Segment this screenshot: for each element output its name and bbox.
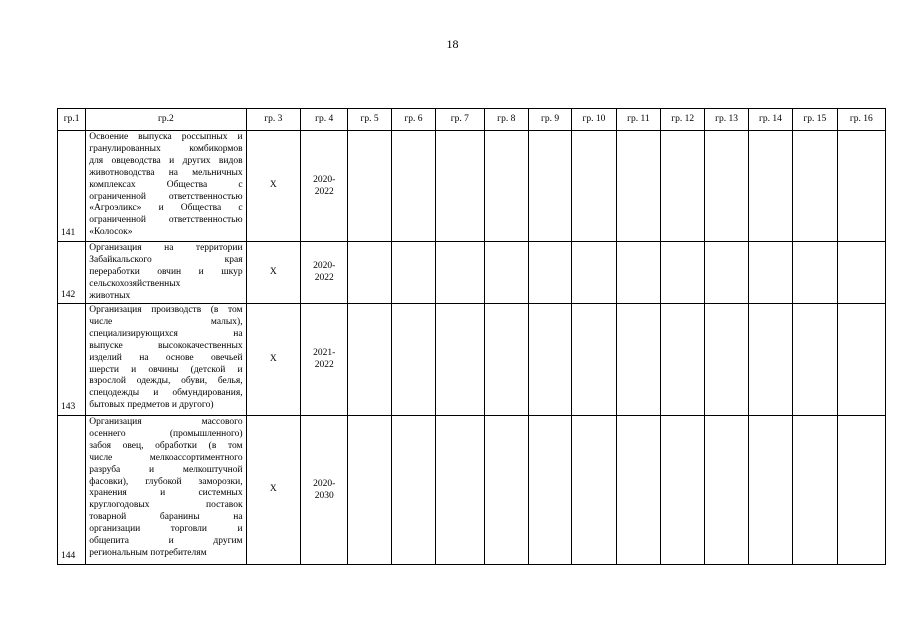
column-header: гр. 5	[348, 109, 391, 131]
empty-cell	[528, 242, 571, 304]
description-line: Освоение выпуска россыпных и	[89, 132, 243, 142]
description-line: осеннего (промышленного)	[89, 428, 243, 439]
description-line: взрослой одежды, обуви, белья,	[89, 376, 243, 387]
column-header: гр. 3	[246, 109, 300, 131]
empty-cell	[616, 304, 660, 416]
column-header: гр. 8	[484, 109, 528, 131]
row-number: 143	[58, 304, 86, 416]
description-line: Организация производств (в том	[89, 305, 243, 315]
empty-cell	[436, 416, 484, 565]
empty-cell	[837, 242, 885, 304]
description-line: круглогодовых поставок	[89, 500, 243, 511]
empty-cell	[748, 242, 792, 304]
empty-cell	[705, 304, 748, 416]
implementation-period	[301, 304, 348, 416]
empty-cell	[484, 304, 528, 416]
empty-cell	[705, 416, 748, 565]
description-line: ограниченной ответственностью	[89, 191, 243, 202]
activity-description	[86, 416, 246, 565]
empty-cell	[748, 131, 792, 242]
period-start: 2020-	[313, 478, 336, 489]
description-line: организации торговли и	[89, 524, 243, 535]
table-row	[58, 242, 886, 304]
column-header: гр. 9	[528, 109, 571, 131]
description-line: бытовых предметов и другого)	[89, 400, 214, 411]
activity-description	[86, 304, 246, 416]
description-line: «Колосок»	[89, 227, 133, 238]
description-line: сельскохозяйственных	[89, 278, 181, 289]
empty-cell	[616, 242, 660, 304]
empty-cell	[572, 131, 616, 242]
empty-cell	[436, 131, 484, 242]
column-header: гр. 7	[436, 109, 484, 131]
description-line: числе малых),	[89, 316, 243, 327]
empty-cell	[391, 242, 435, 304]
description-line: общепита и другим	[89, 536, 243, 547]
description-line: ограниченной ответственностью	[89, 215, 243, 226]
column-header: гр. 6	[391, 109, 435, 131]
empty-cell	[837, 416, 885, 565]
empty-cell	[348, 242, 391, 304]
description-line: специализирующихся на	[89, 328, 243, 339]
description-line: шерсти и овчины (детской и	[89, 364, 243, 375]
period-end: 2030	[314, 490, 334, 501]
table-row	[58, 131, 886, 242]
empty-cell	[572, 242, 616, 304]
empty-cell	[528, 131, 571, 242]
period-end: 2022	[314, 186, 334, 197]
empty-cell	[793, 242, 837, 304]
empty-cell	[837, 304, 885, 416]
description-line: Организация массового	[89, 417, 243, 427]
column-header: гр. 13	[705, 109, 748, 131]
table-body	[58, 131, 886, 565]
column-header: гр. 15	[793, 109, 837, 131]
column-header: гр. 10	[572, 109, 616, 131]
description-line: гранулированных комбикормов	[89, 143, 243, 154]
description-line: фасовки), глубокой заморозки,	[89, 476, 243, 487]
description-line: переработки овчин и шкур	[89, 266, 243, 277]
empty-cell	[661, 242, 705, 304]
description-line: разруба и мелкоштучной	[89, 464, 243, 475]
description-line: Организация на территории	[89, 243, 243, 253]
empty-cell	[748, 416, 792, 565]
header-row	[58, 109, 886, 131]
empty-cell	[528, 304, 571, 416]
description-line: для овцеводства и других видов	[89, 155, 243, 166]
empty-cell	[436, 304, 484, 416]
description-line: комплексах Общества с	[89, 179, 243, 190]
empty-cell	[484, 242, 528, 304]
empty-cell	[705, 242, 748, 304]
description-line: животноводства на мельничных	[89, 167, 243, 178]
column-header: гр.1	[58, 109, 86, 131]
period-start: 2020-	[313, 174, 336, 185]
empty-cell	[391, 304, 435, 416]
description-line: Забайкальского края	[89, 254, 243, 265]
period-end: 2022	[314, 360, 334, 370]
description-line: выпуске высококачественных	[89, 340, 243, 351]
group3-mark: Х	[246, 304, 300, 416]
period-start: 2020-	[313, 261, 336, 272]
empty-cell	[837, 131, 885, 242]
empty-cell	[793, 416, 837, 565]
empty-cell	[528, 416, 571, 565]
description-line: числе мелкоассортиментного	[89, 452, 243, 463]
column-header: гр. 11	[616, 109, 660, 131]
group3-mark: Х	[246, 131, 300, 242]
activity-description	[86, 242, 246, 304]
description-line: «Агроэликс» и Общества с	[89, 203, 243, 214]
table-row	[58, 304, 886, 416]
empty-cell	[348, 416, 391, 565]
data-table	[57, 108, 886, 565]
empty-cell	[391, 416, 435, 565]
empty-cell	[348, 304, 391, 416]
column-header: гр. 14	[748, 109, 792, 131]
description-line: товарной баранины на	[89, 512, 243, 523]
description-line: изделий на основе овечьей	[89, 352, 243, 363]
empty-cell	[616, 416, 660, 565]
row-number: 141	[58, 131, 86, 242]
column-header: гр. 16	[837, 109, 885, 131]
empty-cell	[705, 131, 748, 242]
description-line: хранения и системных	[89, 488, 243, 499]
empty-cell	[661, 304, 705, 416]
empty-cell	[616, 131, 660, 242]
row-number: 144	[58, 416, 86, 565]
empty-cell	[793, 304, 837, 416]
empty-cell	[793, 131, 837, 242]
empty-cell	[572, 304, 616, 416]
empty-cell	[661, 131, 705, 242]
implementation-period	[301, 242, 348, 304]
row-number: 142	[58, 242, 86, 304]
period-end: 2022	[314, 273, 334, 283]
description-line: забоя овец, обработки (в том	[89, 440, 243, 451]
group3-mark: Х	[246, 242, 300, 304]
empty-cell	[484, 416, 528, 565]
empty-cell	[484, 131, 528, 242]
implementation-period	[301, 416, 348, 565]
empty-cell	[436, 242, 484, 304]
empty-cell	[572, 416, 616, 565]
activity-description	[86, 131, 246, 242]
column-header: гр. 4	[301, 109, 348, 131]
description-line: спецодежды и обмундирования,	[89, 388, 243, 399]
period-start: 2021-	[313, 348, 336, 359]
column-header: гр. 12	[661, 109, 705, 131]
empty-cell	[748, 304, 792, 416]
description-line: животных	[89, 290, 131, 301]
group3-mark: Х	[246, 416, 300, 565]
description-line: региональным потребителям	[89, 547, 207, 558]
empty-cell	[348, 131, 391, 242]
empty-cell	[661, 416, 705, 565]
column-header: гр.2	[86, 109, 246, 131]
page-number: 18	[446, 37, 459, 51]
table-row	[58, 416, 886, 565]
implementation-period	[301, 131, 348, 242]
empty-cell	[391, 131, 435, 242]
